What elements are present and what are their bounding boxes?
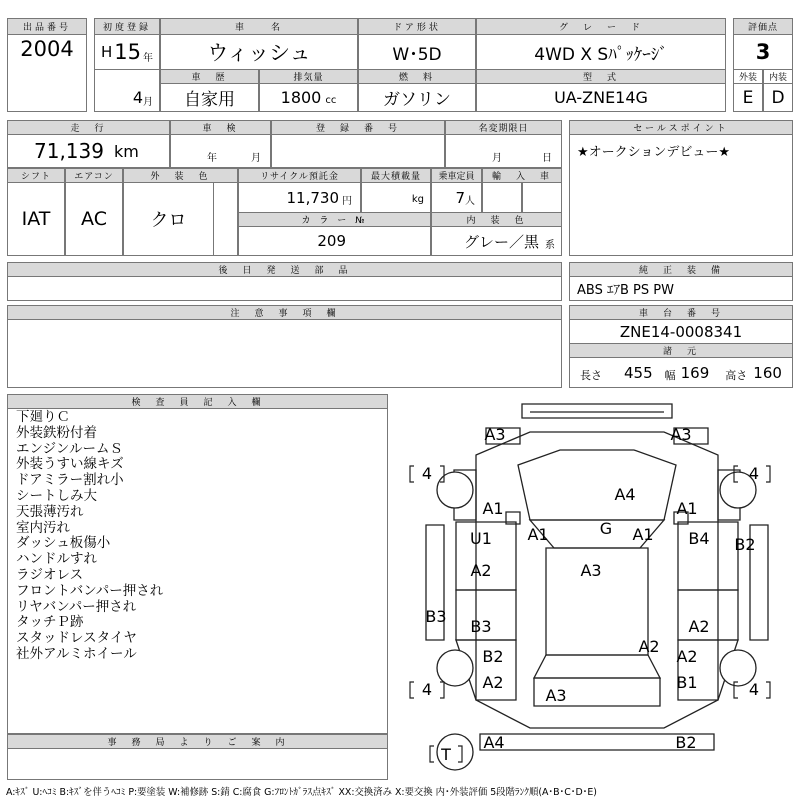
mark-rear-bumper-left: A4 bbox=[483, 733, 505, 752]
door-value: W･5D bbox=[358, 34, 476, 70]
color-no-value: 209 bbox=[238, 226, 431, 256]
model-value: UA-ZNE14G bbox=[476, 83, 726, 112]
interior-label: 内装 bbox=[763, 69, 793, 84]
shift-label: シフト bbox=[7, 168, 65, 183]
caution-value bbox=[7, 319, 562, 388]
note-line: ラジオレス bbox=[16, 566, 84, 583]
mark-right-fender: A1 bbox=[676, 499, 698, 518]
first-reg-year bbox=[94, 34, 160, 70]
fuel-label: 燃 料 bbox=[358, 69, 476, 84]
mileage-number: 71,139 bbox=[34, 139, 104, 163]
door-label: ドア形状 bbox=[358, 18, 476, 35]
displacement-value bbox=[259, 83, 358, 112]
mileage-label: 走 行 bbox=[7, 120, 170, 135]
mark-left-front-door: U1 bbox=[470, 529, 492, 548]
note-line: 室内汚れ bbox=[16, 519, 70, 536]
recycle-number: 11,730 bbox=[286, 188, 339, 207]
note-line: ハンドルすれ bbox=[16, 551, 97, 568]
rear-window bbox=[534, 655, 660, 678]
office-label: 事 務 局 よ り ご 案 内 bbox=[7, 734, 388, 749]
note-line: シートしみ大 bbox=[16, 487, 97, 504]
interior-grade: D bbox=[763, 83, 793, 112]
model-label: 型 式 bbox=[476, 69, 726, 84]
note-line: 下廻りＣ bbox=[16, 409, 70, 425]
recycle-unit: 円 bbox=[342, 196, 352, 207]
first-reg-year-unit: 年 bbox=[143, 52, 153, 64]
grade-label: グ レ ー ド bbox=[476, 18, 726, 35]
note-line: スタッドレスタイヤ bbox=[16, 630, 137, 647]
front-bumper bbox=[522, 404, 672, 418]
damage-diagram bbox=[388, 394, 793, 780]
length-label: 長さ bbox=[580, 369, 602, 382]
dims-value bbox=[569, 357, 793, 388]
mark-roof: A3 bbox=[580, 561, 602, 580]
first-reg-era: H bbox=[100, 43, 113, 61]
first-reg-month-value: 4 bbox=[132, 88, 143, 107]
grade-value: 4WD X Sﾊﾟｯｹｰｼﾞ bbox=[476, 34, 726, 70]
car-name-label: 車 名 bbox=[160, 18, 358, 35]
inspector-label: 検 査 員 記 入 欄 bbox=[7, 394, 388, 409]
note-line: ドアミラー割れ小 bbox=[16, 472, 124, 489]
chassis-label: 車 台 番 号 bbox=[569, 305, 793, 320]
mark-left-rocker: B3 bbox=[425, 607, 447, 626]
mark-right-rear-quarter: A2 bbox=[676, 647, 698, 666]
equipment-value: ABS ｴｱB PS PW bbox=[569, 276, 793, 301]
mark-spare-tire: T bbox=[441, 745, 451, 764]
dims-label: 諸 元 bbox=[569, 343, 793, 358]
max-load-unit: kg bbox=[411, 194, 424, 205]
reg-no-label: 登 録 番 号 bbox=[271, 120, 445, 135]
capacity-label: 乗車定員 bbox=[431, 168, 482, 183]
mark-left-quarter: B3 bbox=[470, 617, 492, 636]
history-value: 自家用 bbox=[160, 83, 259, 112]
color-text: クロ bbox=[150, 210, 187, 231]
ac-label: エアコン bbox=[65, 168, 123, 183]
interior-color-suffix: 系 bbox=[545, 239, 555, 251]
mark-front-left-tire: 4 bbox=[421, 464, 433, 483]
note-line: エンジンルームＳ bbox=[16, 440, 123, 457]
mark-rear-bumper-right: B2 bbox=[675, 733, 697, 752]
caution-label: 注 意 事 項 欄 bbox=[7, 305, 562, 320]
mark-windshield: G bbox=[599, 519, 613, 538]
interior-color-text: グレー／黒 bbox=[463, 232, 539, 251]
inspection-value bbox=[170, 134, 271, 168]
mark-hood: A4 bbox=[614, 485, 636, 504]
inspection-label: 車 検 bbox=[170, 120, 271, 135]
rear-left-wheel bbox=[437, 650, 473, 686]
displacement-label: 排気量 bbox=[259, 69, 358, 84]
color-no-label: カ ラ ー № bbox=[238, 212, 431, 227]
mark-rear-window-right: A2 bbox=[638, 637, 660, 656]
exterior-grade: E bbox=[733, 83, 763, 112]
mileage-unit: km bbox=[113, 141, 139, 161]
mark-front-left-headlight: A3 bbox=[484, 425, 506, 444]
chassis-value: ZNE14-0008341 bbox=[569, 319, 793, 344]
width-label: 幅 bbox=[664, 369, 676, 382]
mark-windshield-right: A1 bbox=[632, 525, 654, 544]
reg-no-value bbox=[271, 134, 445, 168]
mark-rear-left-tire: 4 bbox=[421, 680, 433, 699]
hood bbox=[518, 450, 676, 520]
recycle-value bbox=[238, 182, 361, 213]
interior-color-value bbox=[431, 226, 562, 256]
front-left-wheel bbox=[437, 472, 473, 508]
color-label: 外 装 色 bbox=[123, 168, 238, 183]
note-line: ダッシュ板傷小 bbox=[16, 535, 111, 552]
note-line: 天張薄汚れ bbox=[16, 503, 84, 520]
import-label: 輸 入 車 bbox=[482, 168, 562, 183]
car-name-value: ウィッシュ bbox=[160, 34, 358, 70]
displacement-unit: cc bbox=[325, 94, 337, 106]
mark-windshield-left: A1 bbox=[527, 525, 549, 544]
mark-right-rocker: B2 bbox=[734, 535, 756, 554]
inspector-notes bbox=[7, 408, 388, 734]
interior-color-label: 内 装 色 bbox=[431, 212, 562, 227]
mark-left-rear-door: A2 bbox=[470, 561, 492, 580]
legend: A:ｷｽﾞ U:ﾍｺﾐ B:ｷｽﾞを伴うﾍｺﾐ P:要塗装 W:補修跡 S:錆 C:腐食 G:ﾌﾛﾝﾄｶﾞﾗｽ点ｷｽﾞ XX:交換済み X:要交換 内･外装評価 5段階ﾗﾝｸ順(A･B･C･D･E) bbox=[6, 787, 597, 798]
displacement-number: 1800 bbox=[280, 88, 322, 107]
mark-rear-gate: A3 bbox=[545, 686, 567, 705]
later-parts-label: 後 日 発 送 部 品 bbox=[7, 262, 562, 277]
fuel-value: ガソリン bbox=[358, 83, 476, 112]
name-change-value bbox=[445, 134, 562, 168]
note-line: 外装鉄粉付着 bbox=[16, 424, 97, 441]
note-line: フロントバンパー押され bbox=[16, 582, 164, 599]
first-reg-label: 初度登録 bbox=[94, 18, 160, 35]
note-line: タッチＰ跡 bbox=[16, 614, 84, 631]
color-side bbox=[213, 182, 238, 256]
sales-point-label: セールスポイント bbox=[569, 120, 793, 135]
height-label: 高さ bbox=[725, 369, 748, 382]
shift-value: IAT bbox=[7, 182, 65, 256]
name-change-day-unit: 日 bbox=[542, 152, 552, 164]
note-line: 社外アルミホイール bbox=[16, 645, 137, 662]
mark-right-rear-door: A2 bbox=[688, 617, 710, 636]
score-label: 評価点 bbox=[733, 18, 793, 35]
height-value: 160 bbox=[753, 363, 782, 382]
import-value-left bbox=[482, 182, 522, 213]
mark-left-fender: A1 bbox=[482, 499, 504, 518]
score-value: 3 bbox=[733, 34, 793, 70]
note-line: 外装うすい線キズ bbox=[16, 456, 124, 473]
inspection-month-unit: 月 bbox=[251, 152, 261, 164]
mark-left-rear-fender: A2 bbox=[482, 673, 504, 692]
equipment-label: 純 正 装 備 bbox=[569, 262, 793, 277]
ac-value: AC bbox=[65, 182, 123, 256]
first-reg-year-value: 15 bbox=[114, 40, 141, 64]
first-reg-month bbox=[94, 69, 160, 112]
max-load-label: 最大積載量 bbox=[361, 168, 431, 183]
capacity-number: 7 bbox=[455, 188, 465, 207]
max-load-value bbox=[361, 182, 431, 213]
mark-rear-right-tire: 4 bbox=[748, 680, 760, 699]
mark-right-front-door: B4 bbox=[688, 529, 710, 548]
mark-right-rear-fender: B1 bbox=[676, 673, 698, 692]
history-label: 車 歴 bbox=[160, 69, 259, 84]
name-change-label: 名変期限日 bbox=[445, 120, 562, 135]
mileage-value bbox=[7, 134, 170, 168]
inspection-year-unit: 年 bbox=[207, 152, 217, 164]
capacity-value bbox=[431, 182, 482, 213]
capacity-unit: 人 bbox=[465, 196, 475, 207]
mark-front-right-headlight: A3 bbox=[670, 425, 692, 444]
exterior-label: 外装 bbox=[733, 69, 763, 84]
name-change-month-unit: 月 bbox=[492, 152, 502, 164]
later-parts-value bbox=[7, 276, 562, 301]
length-value: 455 bbox=[624, 363, 653, 382]
lot-no-value: 2004 bbox=[7, 34, 87, 112]
recycle-label: リサイクル預託金 bbox=[238, 168, 361, 183]
first-reg-month-unit: 月 bbox=[143, 96, 153, 108]
mark-front-right-tire: 4 bbox=[748, 464, 760, 483]
note-line: リヤバンパー押され bbox=[16, 598, 137, 615]
import-value-right bbox=[522, 182, 562, 213]
lot-no-label: 出品番号 bbox=[7, 18, 87, 35]
color-value bbox=[123, 182, 214, 256]
width-value: 169 bbox=[680, 363, 710, 382]
sales-point-value: ★オークションデビュー★ bbox=[569, 134, 793, 256]
office-value bbox=[7, 748, 388, 780]
mark-left-rear-quarter: B2 bbox=[482, 647, 504, 666]
